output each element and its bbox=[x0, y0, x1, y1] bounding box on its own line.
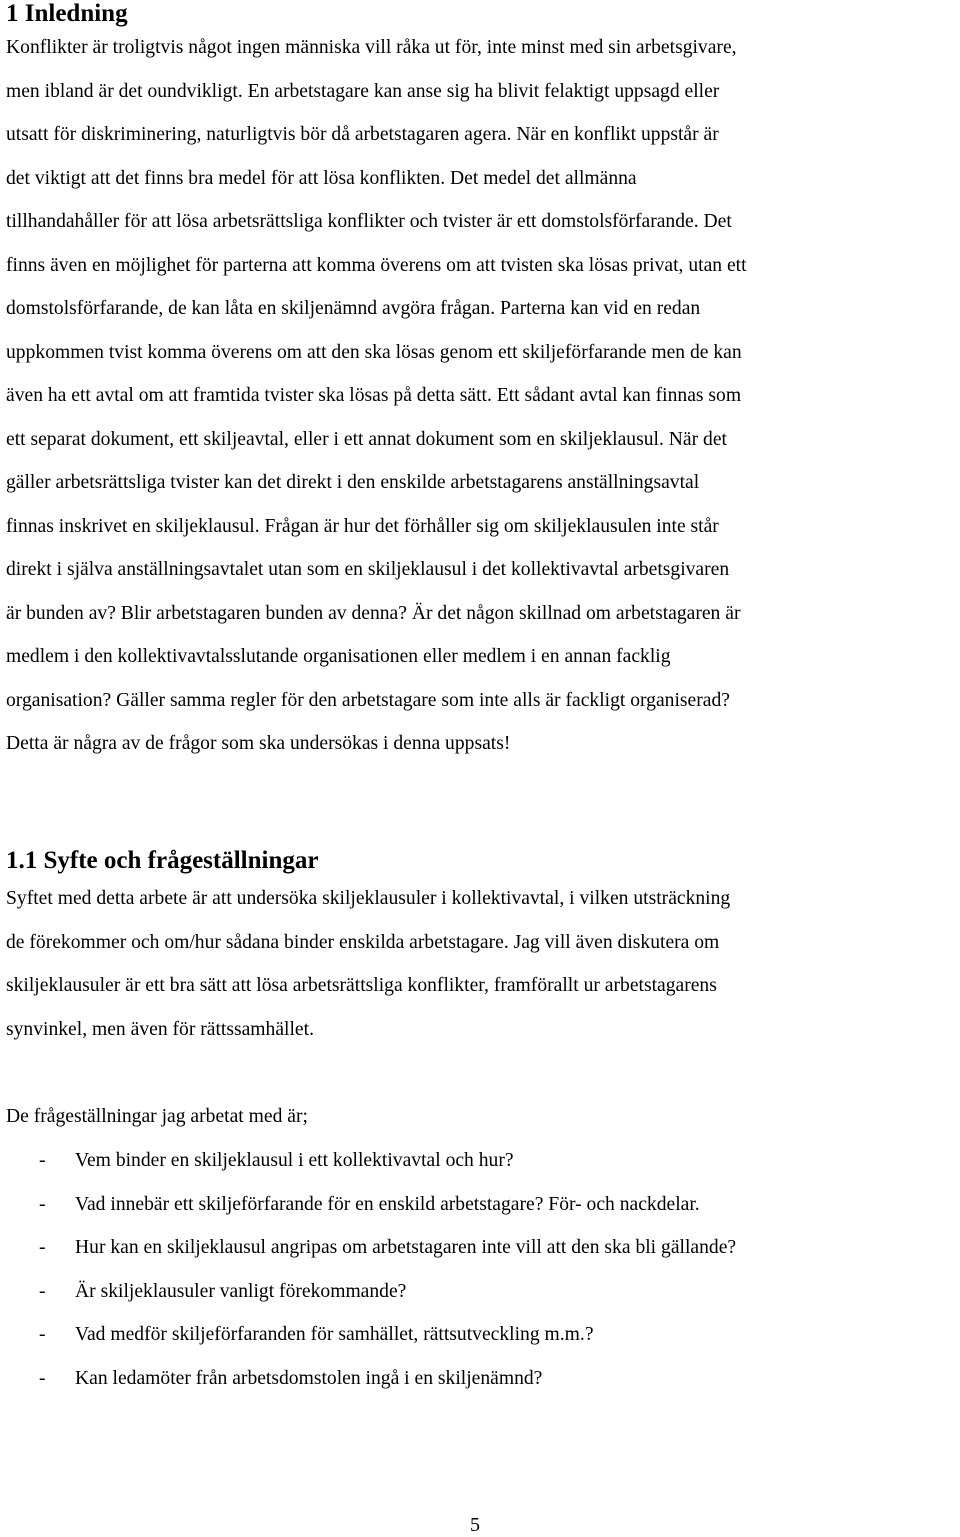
text-line: synvinkel, men även för rättssamhället. bbox=[6, 1018, 314, 1040]
text-line: skiljeklausuler är ett bra sätt att lösa arbetsrättsliga konflikter, framförallt ur arbetstagarens bbox=[6, 975, 717, 996]
text-line: är bunden av? Blir arbetstagaren bunden av denna? Är det någon skillnad om arbetstagaren är bbox=[6, 602, 741, 624]
text-line: Detta är några av de frågor som ska undersökas i denna uppsats! bbox=[6, 733, 511, 754]
text-line: ett separat dokument, ett skiljeavtal, eller i ett annat dokument som en skiljeklausul. När det bbox=[6, 428, 727, 450]
text-line: även ha ett avtal om att framtida tvister ska lösas på detta sätt. Ett sådant avtal kan finnas som bbox=[6, 385, 742, 406]
question-list bbox=[6, 1139, 736, 1400]
text-line: tillhandahåller för att lösa arbetsrättsliga konflikter och tvister är ett domstolsförfarande. Det bbox=[6, 211, 732, 232]
paragraph-syfte bbox=[6, 877, 956, 1051]
bullet-dash: - bbox=[39, 1237, 46, 1258]
text-line: det viktigt att det finns bra medel för att lösa konflikten. Det medel det allmänna bbox=[6, 167, 637, 189]
list-item-text: Kan ledamöter från arbetsdomstolen ingå i en skiljenämnd? bbox=[75, 1367, 543, 1389]
text-line: de förekommer och om/hur sådana binder enskilda arbetstagare. Jag vill även diskutera om bbox=[6, 931, 720, 953]
list-item bbox=[6, 1270, 736, 1314]
text-line: organisation? Gäller samma regler för den arbetstagare som inte alls är fackligt organiserad? bbox=[6, 689, 730, 711]
list-item bbox=[6, 1357, 736, 1401]
list-item-text: Vad innebär ett skiljeförfarande för en enskild arbetstagare? För- och nackdelar. bbox=[75, 1193, 700, 1215]
list-item bbox=[6, 1139, 736, 1183]
bullet-dash: - bbox=[39, 1367, 46, 1389]
text-line: direkt i själva anställningsavtalet utan som en skiljeklausul i det kollektivavtal arbetsgivaren bbox=[6, 559, 730, 580]
paragraph-inledning bbox=[6, 26, 956, 766]
list-item bbox=[6, 1226, 736, 1270]
list-item bbox=[6, 1183, 736, 1227]
text-line: gäller arbetsrättsliga tvister kan det direkt i den enskilde arbetstagarens anställningsavtal bbox=[6, 472, 700, 493]
list-item bbox=[6, 1313, 736, 1357]
text-line: utsatt för diskriminering, naturligtvis bör då arbetstagaren agera. När en konflikt uppstår är bbox=[6, 124, 719, 145]
list-item-text: Är skiljeklausuler vanligt förekommande? bbox=[75, 1280, 407, 1302]
bullet-dash: - bbox=[39, 1150, 46, 1171]
bullet-dash: - bbox=[39, 1280, 46, 1302]
text-line: finnas inskrivet en skiljeklausul. Frågan är hur det förhåller sig om skiljeklausulen inte står bbox=[6, 515, 719, 537]
text-line: men ibland är det oundvikligt. En arbetstagare kan anse sig ha blivit felaktigt uppsagd eller bbox=[6, 80, 720, 102]
section-heading-syfte: 1.1 Syfte och frågeställningar bbox=[6, 847, 319, 874]
paragraph-fragestallningar-intro bbox=[6, 1095, 956, 1139]
bullet-dash: - bbox=[39, 1324, 46, 1345]
section-heading-inledning: 1 Inledning bbox=[6, 0, 128, 27]
text-line: uppkommen tvist komma överens om att den ska lösas genom ett skiljeförfarande men de kan bbox=[6, 341, 742, 363]
text-line: finns även en möjlighet för parterna att komma överens om att tvisten ska lösas privat, utan ett bbox=[6, 254, 747, 276]
page-number: 5 bbox=[470, 1514, 480, 1536]
text-line: medlem i den kollektivavtalsslutande organisationen eller medlem i en annan facklig bbox=[6, 646, 671, 667]
text-line: Konflikter är troligtvis något ingen människa vill råka ut för, inte minst med sin arbetsgivare, bbox=[6, 37, 737, 58]
list-item-text: Vem binder en skiljeklausul i ett kollektivavtal och hur? bbox=[75, 1150, 514, 1171]
bullet-dash: - bbox=[39, 1193, 46, 1215]
text-line: domstolsförfarande, de kan låta en skiljenämnd avgöra frågan. Parterna kan vid en redan bbox=[6, 298, 701, 319]
text-line: Syftet med detta arbete är att undersöka skiljeklausuler i kollektivavtal, i vilken utsträckning bbox=[6, 888, 731, 909]
list-item-text: Hur kan en skiljeklausul angripas om arbetstagaren inte vill att den ska bli gällande? bbox=[75, 1237, 737, 1258]
list-item-text: Vad medför skiljeförfaranden för samhället, rättsutveckling m.m.? bbox=[75, 1324, 594, 1345]
text-line: De frågeställningar jag arbetat med är; bbox=[6, 1106, 308, 1127]
